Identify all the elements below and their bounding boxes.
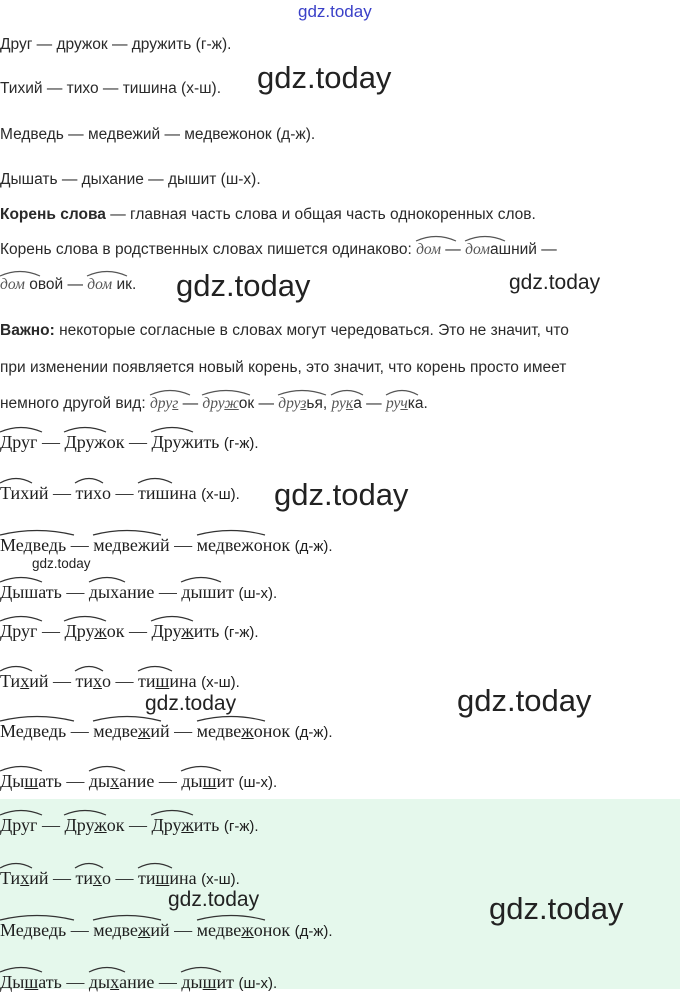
alternation-note: (х-ш).: [201, 871, 240, 888]
root-tikh: тих: [75, 868, 102, 889]
root-arc-icon: [149, 386, 191, 396]
answer-line-drug: Друг — Дружок — Дружить (г-ж).: [0, 432, 259, 453]
dash: —: [445, 241, 461, 258]
root-drug: Друг: [0, 621, 37, 642]
watermark: gdz.today: [32, 556, 91, 571]
rule-suffix-2: овой —: [29, 276, 83, 293]
root-arc-icon: [150, 612, 194, 622]
important-label: Важно:: [0, 322, 55, 339]
definition-text: — главная часть слова и общая часть однокоренных слов.: [105, 206, 536, 223]
root-medved: Медвед: [0, 721, 58, 742]
root-arc-icon: [201, 386, 251, 396]
root-arc-icon: [92, 911, 162, 921]
answer-line-medved: Медведь — медвежий — медвежонок (д-ж).: [0, 721, 333, 742]
root-tish: тиш: [138, 868, 169, 889]
root-dom: дом: [0, 276, 25, 294]
root-druzh: Друж: [151, 815, 193, 836]
root-arc-icon: [415, 232, 457, 242]
root-arc-icon: [137, 859, 173, 869]
alternation-note: (х-ш).: [201, 486, 240, 503]
root-arc-icon: [63, 806, 107, 816]
root-arc-icon: [63, 423, 107, 433]
definition-term: Корень слова: [0, 206, 106, 223]
root-dom: дом: [416, 241, 441, 259]
root-arc-icon: [88, 573, 126, 583]
root-medvezh: медвеж: [197, 920, 254, 941]
intro-line-4: Дышать — дыхание — дышит (ш-х).: [0, 171, 261, 188]
alternation-note: (г-ж).: [223, 624, 259, 641]
root-arc-icon: [86, 267, 128, 277]
root-arc-icon: [0, 911, 75, 921]
root-dom: дом: [87, 276, 112, 294]
root-drug: Друг: [0, 432, 37, 453]
root-arc-icon: [180, 963, 222, 973]
alternation-note: (ш-х).: [238, 585, 278, 602]
root-tish: тиш: [138, 483, 169, 504]
root-druzh: Друж: [64, 815, 106, 836]
intro-line-2: Тихий — тихо — тишина (х-ш).: [0, 80, 222, 97]
important-line-3: немного другой вид: друг — дружок — друзья, рука — ручка.: [0, 395, 428, 413]
root-arc-icon: [180, 762, 222, 772]
answer-line-dysh: Дышать — дыхание — дышит (ш-х).: [0, 972, 277, 993]
answer-line-drug: Друг — Дружок — Дружить (г-ж).: [0, 815, 259, 836]
answer-line-medved: Медведь — медвежий — медвежонок (д-ж).: [0, 920, 333, 941]
root-medvezh: медвеж: [93, 721, 150, 742]
rule-suffix-3: ик.: [116, 276, 137, 293]
root-arc-icon: [0, 806, 43, 816]
answer-line-dysh: Дышать — дыхание — дышит (ш-х).: [0, 582, 277, 603]
alternation-note: (х-ш).: [201, 674, 240, 691]
root-arc-icon: [88, 762, 126, 772]
root-drug: Друг: [0, 815, 37, 836]
intro-line-1: Друг — дружок — дружить (г-ж).: [0, 36, 232, 53]
alternation-note: (г-ж).: [223, 435, 259, 452]
root-arc-icon: [137, 474, 173, 484]
answer-line-drug: Друг — Дружок — Дружить (г-ж).: [0, 621, 259, 642]
root-arc-icon: [0, 526, 75, 536]
root-medvezh: медвеж: [197, 721, 254, 742]
important-line-2: при изменении появляется новый корень, это значит, что корень просто имеет: [0, 359, 567, 376]
root-arc-icon: [0, 423, 43, 433]
rule-text: Корень слова в родственных словах пишется одинаково:: [0, 241, 412, 258]
alternation-note: (д-ж).: [294, 923, 333, 940]
root-ruch: руч: [386, 395, 408, 413]
alternation-note: (д-ж).: [294, 538, 333, 555]
root-tikh: Тих: [0, 483, 29, 504]
rule-line-1: [0, 241, 557, 259]
root-arc-icon: [63, 612, 107, 622]
root-arc-icon: [0, 612, 43, 622]
answer-line-medved: Медведь — медвежий — медвежонок (д-ж).: [0, 535, 333, 556]
answer-line-dysh: Дышать — дыхание — дышит (ш-х).: [0, 771, 277, 792]
watermark: gdz.today: [168, 888, 260, 911]
root-arc-icon: [0, 963, 43, 973]
root-medvezh: медвеж: [93, 920, 150, 941]
root-druzh: Друж: [151, 621, 193, 642]
rule-line-2: [0, 276, 136, 294]
root-dysh: дыш: [181, 582, 216, 603]
root-dykh: дых: [89, 972, 119, 993]
alternation-note: (ш-х).: [238, 975, 278, 992]
intro-line-3: Медведь — медвежий — медвежонок (д-ж).: [0, 126, 316, 143]
root-tikh: тих: [75, 671, 102, 692]
root-arc-icon: [92, 526, 162, 536]
root-arc-icon: [330, 386, 364, 396]
root-medved: Медвед: [0, 920, 58, 941]
root-druz: друз: [278, 395, 306, 413]
root-dysh: дыш: [181, 972, 216, 993]
root-arc-icon: [88, 963, 126, 973]
root-tikh: Тих: [0, 868, 29, 889]
watermark: gdz.today: [509, 271, 601, 294]
root-arc-icon: [0, 267, 41, 277]
root-drug: друг: [150, 395, 178, 413]
root-arc-icon: [196, 526, 266, 536]
root-druzh: Друж: [151, 432, 193, 453]
root-arc-icon: [0, 662, 33, 672]
root-arc-icon: [277, 386, 327, 396]
watermark-top: gdz.today: [298, 2, 372, 21]
root-druzh: Друж: [64, 621, 106, 642]
root-arc-icon: [196, 911, 266, 921]
alternation-note: (г-ж).: [223, 818, 259, 835]
definition-line: [0, 206, 536, 224]
root-arc-icon: [0, 712, 75, 722]
root-dykh: дых: [89, 582, 119, 603]
root-arc-icon: [74, 859, 104, 869]
root-dysh: Дыш: [0, 582, 38, 603]
root-arc-icon: [137, 662, 173, 672]
root-tikh: тих: [75, 483, 102, 504]
rule-suffix-1: ашний —: [490, 241, 557, 258]
root-dykh: дых: [89, 771, 119, 792]
root-dysh: дыш: [181, 771, 216, 792]
watermark: gdz.today: [145, 692, 237, 715]
root-medvezh: медвеж: [197, 535, 254, 556]
root-arc-icon: [150, 423, 194, 433]
root-medved: Медвед: [0, 535, 58, 556]
root-medvezh: медвеж: [93, 535, 150, 556]
root-arc-icon: [74, 474, 104, 484]
root-arc-icon: [0, 474, 33, 484]
root-dom: дом: [465, 241, 490, 259]
root-tikh: Тих: [0, 671, 29, 692]
watermark: gdz.today: [489, 891, 624, 926]
alternation-note: (д-ж).: [294, 724, 333, 741]
watermark: gdz.today: [257, 60, 392, 95]
root-dysh: Дыш: [0, 771, 38, 792]
watermark: gdz.today: [274, 477, 409, 512]
alternation-note: (ш-х).: [238, 774, 278, 791]
root-arc-icon: [464, 232, 506, 242]
root-arc-icon: [150, 806, 194, 816]
root-arc-icon: [385, 386, 419, 396]
answer-line-tikh: Тихий — тихо — тишина (х-ш).: [0, 483, 240, 504]
root-arc-icon: [0, 762, 43, 772]
root-dysh: Дыш: [0, 972, 38, 993]
answer-line-tikh: Тихий — тихо — тишина (х-ш).: [0, 671, 240, 692]
root-ruk: рук: [331, 395, 353, 413]
root-tish: тиш: [138, 671, 169, 692]
root-arc-icon: [74, 662, 104, 672]
root-arc-icon: [180, 573, 222, 583]
root-druzh: Друж: [64, 432, 106, 453]
root-arc-icon: [0, 573, 43, 583]
root-druzh: друж: [202, 395, 238, 413]
important-line-1: Важно: некоторые согласные в словах могут чередоваться. Это не значит, что: [0, 322, 569, 339]
answer-line-tikh: Тихий — тихо — тишина (х-ш).: [0, 868, 240, 889]
watermark: gdz.today: [176, 268, 311, 303]
watermark: gdz.today: [457, 683, 592, 718]
root-arc-icon: [0, 859, 33, 869]
